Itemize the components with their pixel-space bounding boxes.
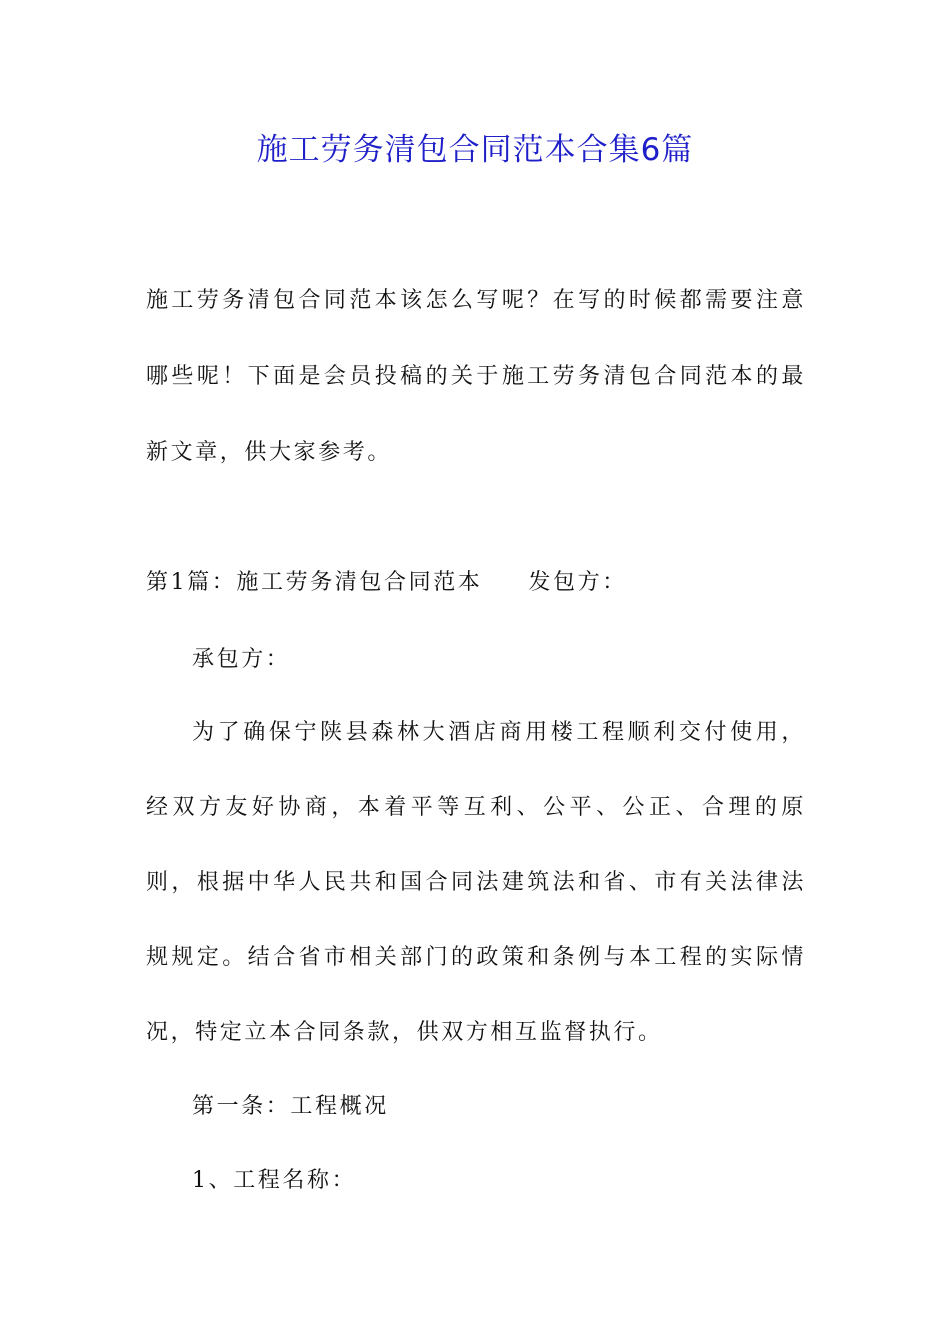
item-1-project-name: 1、工程名称：: [192, 1168, 357, 1193]
article-1-heading: 第一条：工程概况: [192, 1094, 389, 1119]
contractor-label: 承包方：: [192, 647, 291, 672]
document-title: 施工劳务清包合同范本合集6篇: [256, 132, 694, 168]
preamble-paragraph: 为了确保宁陕县森林大酒店商用楼工程顺利交付使用，经双方友好协商，本着平等互利、公平、公正、合理的原则，根据中华人民共和国合同法建筑法和省、市有关法律法规规定。结合省市相关部门的政策和条例与本工程的实际情况，特定立本合同条款，供双方相互监督执行。: [146, 720, 806, 1045]
chapter-heading: 第1篇：施工劳务清包合同范本: [146, 570, 483, 595]
chapter-heading-line: [146, 563, 627, 603]
employer-label: 发包方：: [528, 570, 627, 595]
intro-paragraph: 施工劳务清包合同范本该怎么写呢？在写的时候都需要注意哪些呢！下面是会员投稿的关于施工劳务清包合同范本的最新文章，供大家参考。: [146, 288, 806, 465]
